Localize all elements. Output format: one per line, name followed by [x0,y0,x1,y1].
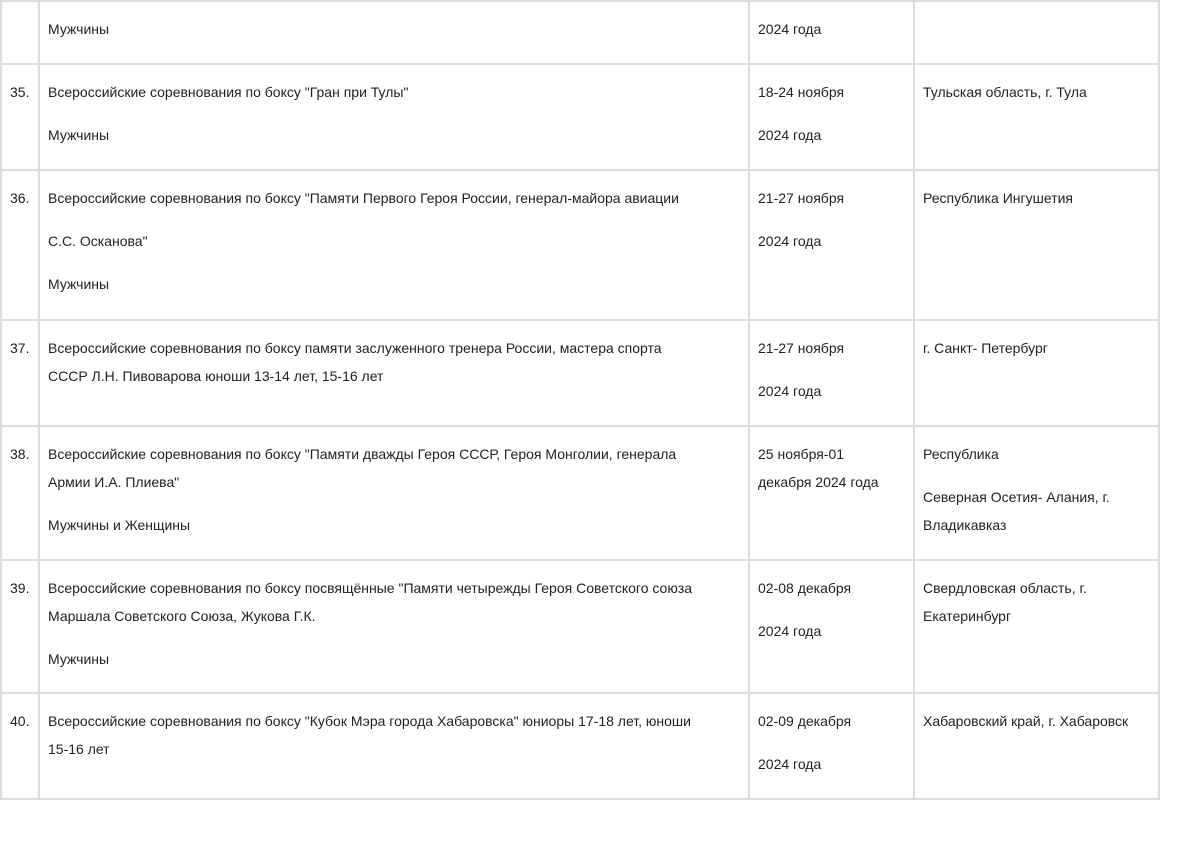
event-date-cell [749,426,914,560]
event-place: Республика Ингушетия [923,190,1074,206]
event-category: Мужчины и Женщины [48,517,191,533]
event-category: Мужчины [48,651,110,667]
event-place-cell [914,64,1159,170]
event-date-year: 2024 года [758,233,822,249]
event-category: Мужчины [48,21,110,37]
row-number-cell [1,426,39,560]
row-number-cell [1,170,39,320]
row-number-cell [1,64,39,170]
event-date-range: 18-24 ноября [758,84,845,100]
event-name-cell [39,320,749,426]
event-place: Северная Осетия- Алания, г. [923,489,1110,505]
event-title: Всероссийские соревнования по боксу "Памяти дважды Героя СССР, Героя Монголии, генерала [48,446,677,462]
table-row [1,64,1159,170]
row-number: 40. [10,713,30,729]
event-date-year: 2024 года [758,127,822,143]
event-name-cell [39,64,749,170]
row-number: 38. [10,446,30,462]
event-place: Тульская область, г. Тула [923,84,1087,100]
event-category: Мужчины [48,127,110,143]
event-date-range: 02-09 декабря [758,713,852,729]
event-title: Всероссийские соревнования по боксу "Кубок Мэра города Хабаровска" юниоры 17-18 лет, юноши [48,713,691,729]
row-number-cell [1,1,39,64]
event-title-continued: СССР Л.Н. Пивоварова юноши 13-14 лет, 15-16 лет [48,368,384,384]
event-place: Свердловская область, г. [923,580,1087,596]
event-name-cell [39,560,749,693]
table-row [1,170,1159,320]
event-name-cell [39,1,749,64]
event-title: Всероссийские соревнования по боксу "Гран при Тулы" [48,84,409,100]
event-title: Всероссийские соревнования по боксу посвящённые "Памяти четырежды Героя Советского союза [48,580,693,596]
row-number: 39. [10,580,30,596]
event-place-continued: Екатеринбург [923,608,1012,624]
row-number-cell [1,320,39,426]
event-name-cell [39,426,749,560]
event-date-year: 2024 года [758,623,822,639]
row-number-cell [1,560,39,693]
event-date-range: 21-27 ноября [758,190,845,206]
event-date-cell [749,1,914,64]
row-number: 36. [10,190,30,206]
event-title: Всероссийские соревнования по боксу памяти заслуженного тренера России, мастера спорта [48,340,662,356]
event-date-range: 25 ноября-01 [758,446,845,462]
event-place-cell [914,426,1159,560]
event-date-cell [749,560,914,693]
event-place-cell [914,170,1159,320]
event-date-cell [749,320,914,426]
event-place-cell [914,320,1159,426]
table-row [1,320,1159,426]
table-row [1,560,1159,693]
event-place-region: Республика [923,446,999,462]
event-title-continued: 15-16 лет [48,741,110,757]
event-date-cell [749,693,914,799]
row-number: 35. [10,84,30,100]
event-place-cell [914,560,1159,693]
event-place-continued: Владикавказ [923,517,1007,533]
event-place: г. Санкт- Петербург [923,340,1048,356]
event-date-year: 2024 года [758,756,822,772]
event-name-cell [39,693,749,799]
event-date-year: 2024 года [758,21,822,37]
event-date-range: 21-27 ноября [758,340,845,356]
event-title-continued: Маршала Советского Союза, Жукова Г.К. [48,608,316,624]
event-date-cell [749,170,914,320]
table-row [1,1,1159,64]
event-date-cell [749,64,914,170]
event-title-continued: С.С. Осканова" [48,233,148,249]
event-date-range: 02-08 декабря [758,580,852,596]
event-title: Всероссийские соревнования по боксу "Памяти Первого Героя России, генерал-майора авиации [48,190,679,206]
event-place-cell [914,693,1159,799]
table-row [1,426,1159,560]
event-title-continued: Армии И.А. Плиева" [48,474,180,490]
event-category: Мужчины [48,276,110,292]
event-name-cell [39,170,749,320]
event-place: Хабаровский край, г. Хабаровск [923,713,1129,729]
table-row [1,693,1159,799]
event-date-range-continued: декабря 2024 года [758,474,879,490]
row-number-cell [1,693,39,799]
row-number: 37. [10,340,30,356]
event-place-cell [914,1,1159,64]
event-date-year: 2024 года [758,383,822,399]
